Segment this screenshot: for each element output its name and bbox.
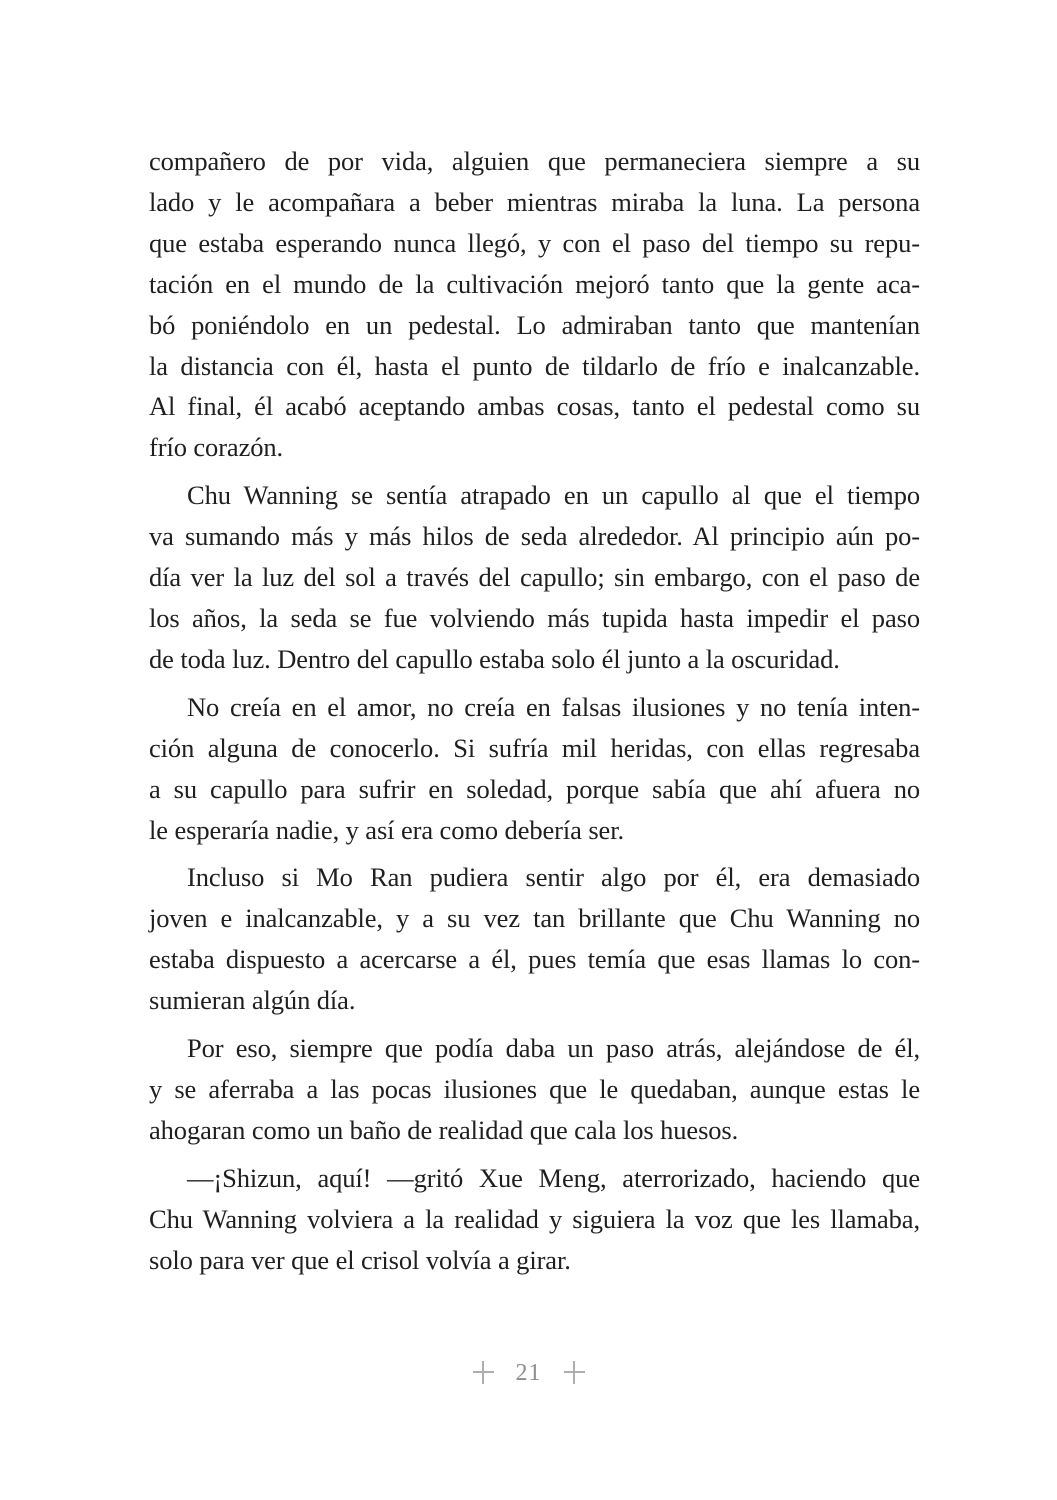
paragraph (149, 687, 920, 851)
page-footer (0, 1356, 1057, 1388)
text-line: va sumando más y más hilos de seda alrededor. Al principio aún po- (149, 521, 920, 552)
paragraph (149, 141, 920, 468)
paragraph (149, 1028, 920, 1151)
text-line: Chu Wanning se sentía atrapado en un capullo al que el tiempo (187, 480, 920, 511)
text-line: ción alguna de conocerlo. Si sufría mil heridas, con ellas regresaba (149, 732, 920, 763)
text-line: los años, la seda se fue volviendo más tupida hasta impedir el paso (149, 602, 920, 633)
text-line: solo para ver que el crisol volvía a girar. (149, 1244, 571, 1275)
cross-vertical-bar (573, 1361, 575, 1384)
text-line: a su capullo para sufrir en soledad, porque sabía que ahí afuera no (149, 773, 920, 804)
text-line: compañero de por vida, alguien que permaneciera siempre a su (149, 146, 920, 176)
text-line: tación en el mundo de la cultivación mejoró tanto que la gente aca- (149, 268, 920, 299)
text-line: ahogaran como un baño de realidad que cala los huesos. (149, 1114, 739, 1145)
text-line: frío corazón. (149, 432, 284, 463)
text-line: —¡Shizun, aquí! —gritó Xue Meng, aterrorizado, haciendo que (187, 1162, 920, 1193)
text-line: Chu Wanning volviera a la realidad y siguiera la voz que les llamaba, (149, 1203, 920, 1234)
text-line: Al final, él acabó aceptando ambas cosas, tanto el pedestal como su (149, 391, 920, 422)
cross-ornament-left-icon (473, 1361, 494, 1384)
text-line: Por eso, siempre que podía daba un paso atrás, alejándose de él, (187, 1033, 920, 1064)
text-line: lado y le acompañara a beber mientras miraba la luna. La persona (149, 186, 920, 217)
cross-ornament-right-icon (564, 1361, 585, 1384)
text-line: que estaba esperando nunca llegó, y con el paso del tiempo su repu- (149, 227, 920, 258)
text-line: sumieran algún día. (149, 985, 356, 1016)
paragraph (149, 1158, 920, 1281)
text-line: bó poniéndolo en un pedestal. Lo admiraban tanto que mantenían (149, 309, 920, 340)
text-line: y se aferraba a las pocas ilusiones que le quedaban, aunque estas le (149, 1073, 920, 1104)
text-line: No creía en el amor, no creía en falsas ilusiones y no tenía inten- (187, 691, 920, 722)
text-line: Incluso si Mo Ran pudiera sentir algo por él, era demasiado (187, 862, 920, 893)
text-line: le esperaría nadie, y así era como debería ser. (149, 814, 625, 845)
paragraph (149, 857, 920, 1021)
text-line: día ver la luz del sol a través del capullo; sin embargo, con el paso de (149, 562, 920, 593)
cross-vertical-bar (482, 1361, 484, 1384)
page-number: 21 (515, 1360, 542, 1386)
paragraph (149, 475, 920, 680)
text-line: estaba dispuesto a acercarse a él, pues temía que esas llamas lo con- (149, 944, 920, 975)
text-line: la distancia con él, hasta el punto de tildarlo de frío e inalcanzable. (149, 350, 920, 381)
body-text (149, 141, 920, 1280)
text-line: joven e inalcanzable, y a su vez tan brillante que Chu Wanning no (149, 903, 920, 934)
text-line: de toda luz. Dentro del capullo estaba solo él junto a la oscuridad. (149, 643, 840, 674)
